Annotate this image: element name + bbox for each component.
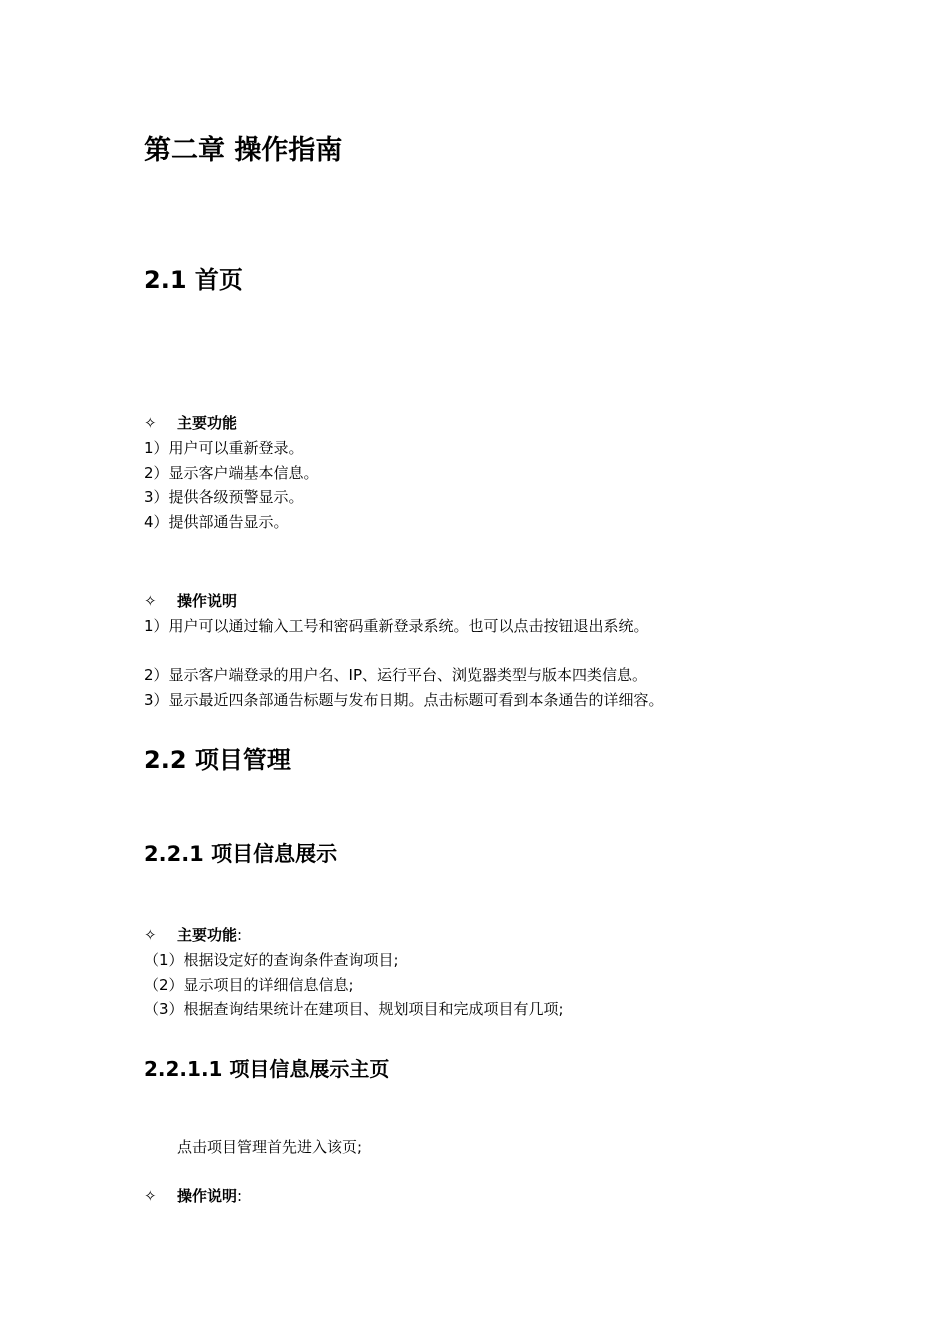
section-heading-2-1: 2.1 首页 bbox=[144, 266, 243, 294]
diamond-bullet-icon: ✧ bbox=[144, 414, 157, 432]
chapter-title: 第二章 操作指南 bbox=[144, 135, 343, 166]
list-item: （2）显示项目的详细信息信息; bbox=[144, 976, 354, 994]
main-functions-heading bbox=[144, 412, 237, 434]
diamond-bullet-icon: ✧ bbox=[144, 592, 157, 610]
intro-paragraph: 点击项目管理首先进入该页; bbox=[177, 1138, 363, 1156]
list-item: 2）显示客户端登录的用户名、IP、运行平台、浏览器类型与版本四类信息。 bbox=[144, 666, 648, 684]
diamond-bullet-icon: ✧ bbox=[144, 926, 157, 944]
section-heading-2-2: 2.2 项目管理 bbox=[144, 746, 291, 774]
list-item: 2）显示客户端基本信息。 bbox=[144, 464, 319, 482]
diamond-bullet-icon: ✧ bbox=[144, 1187, 157, 1205]
list-item: 3）提供各级预警显示。 bbox=[144, 488, 304, 506]
list-item: （3）根据查询结果统计在建项目、规划项目和完成项目有几项; bbox=[144, 1000, 564, 1018]
label-colon: : bbox=[237, 1187, 243, 1205]
main-functions-heading bbox=[144, 924, 242, 946]
operations-heading bbox=[144, 1185, 242, 1207]
label-colon: : bbox=[237, 926, 243, 944]
main-functions-label: 主要功能 bbox=[177, 414, 238, 432]
list-item: 3）显示最近四条部通告标题与发布日期。点击标题可看到本条通告的详细容。 bbox=[144, 691, 664, 709]
section-heading-2-2-1-1: 2.2.1.1 项目信息展示主页 bbox=[144, 1057, 390, 1081]
main-functions-label: 主要功能 bbox=[177, 926, 238, 944]
list-item: （1）根据设定好的查询条件查询项目; bbox=[144, 951, 399, 969]
list-item: 1）用户可以通过输入工号和密码重新登录系统。也可以点击按钮退出系统。 bbox=[144, 617, 649, 635]
operations-label: 操作说明 bbox=[177, 592, 238, 610]
list-item: 1）用户可以重新登录。 bbox=[144, 439, 304, 457]
section-heading-2-2-1: 2.2.1 项目信息展示 bbox=[144, 842, 338, 866]
operations-heading bbox=[144, 590, 237, 612]
operations-label: 操作说明 bbox=[177, 1187, 238, 1205]
list-item: 4）提供部通告显示。 bbox=[144, 513, 289, 531]
